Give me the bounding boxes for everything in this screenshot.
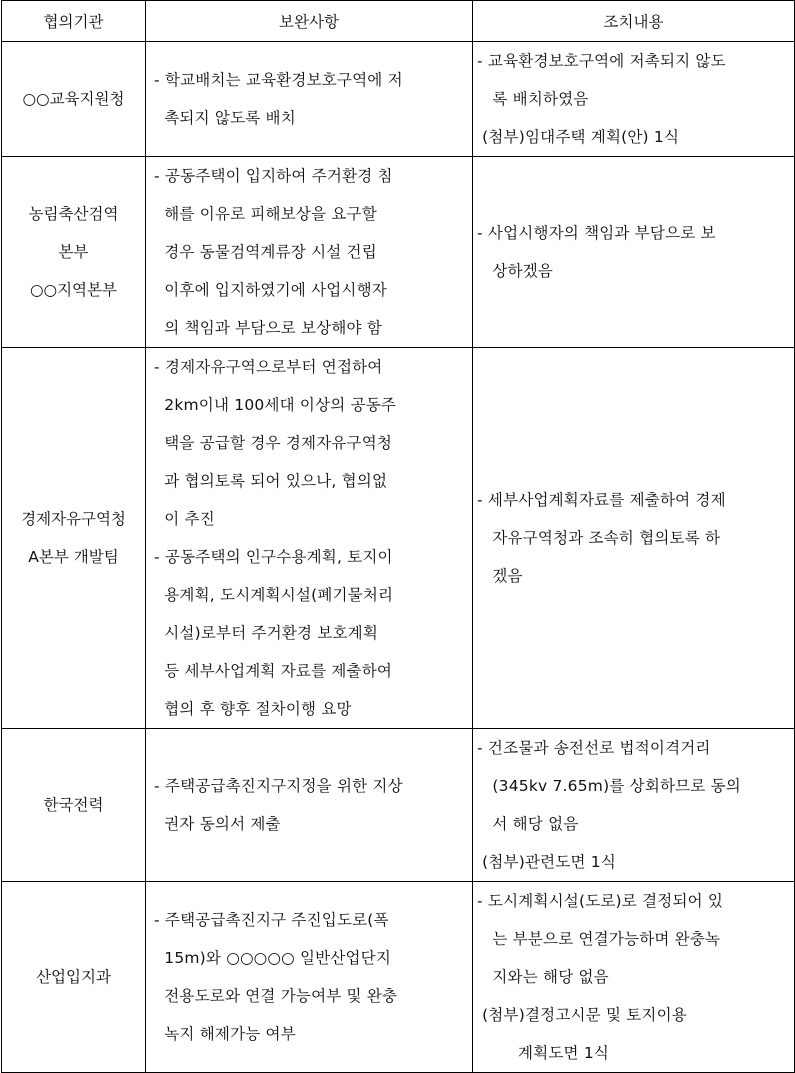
request-line: 전용도로와 연결 가능여부 및 완충	[154, 987, 398, 1005]
header-request: 보완사항	[146, 1, 473, 42]
action-cell	[473, 42, 795, 157]
action-line: 겠음	[477, 567, 523, 585]
action-cell	[473, 157, 795, 348]
table-body	[2, 42, 795, 1073]
request-line: 과 협의토록 되어 있으나, 협의없	[154, 472, 388, 490]
action-line: 상하겠음	[477, 262, 554, 280]
request-line: 택을 공급할 경우 경제자유구역청	[154, 434, 393, 452]
action-line: 지와는 해당 없음	[477, 968, 609, 986]
request-line: 등 세부사업계획 자료를 제출하여	[154, 662, 393, 680]
action-line: 계획도면 1식	[477, 1044, 610, 1062]
request-line: 15m)와 ○○○○○ 일반산업단지	[154, 949, 392, 967]
action-line: 자유구역청과 조속히 협의토록 하	[477, 529, 721, 547]
org-cell	[2, 157, 146, 348]
action-line: - 교육환경보호구역에 저촉되지 않도	[477, 52, 726, 70]
action-cell	[473, 729, 795, 882]
request-line: 녹지 해제가능 여부	[154, 1025, 296, 1043]
org-name: 산업입지과	[36, 968, 111, 986]
request-cell	[146, 882, 473, 1073]
action-line: (345kv 7.65m)를 상회하므로 동의	[477, 777, 741, 795]
action-cell	[473, 882, 795, 1073]
org-name: A본부 개발팀	[28, 548, 119, 566]
org-name: 본부	[58, 243, 89, 261]
request-line: - 공동주택이 입지하여 주거환경 침	[154, 167, 393, 185]
request-line: 용계획, 도시계획시설(폐기물처리	[154, 586, 394, 604]
table-row	[2, 42, 795, 157]
request-line: - 주택공급촉진지구 주진입도로(폭	[154, 911, 389, 929]
org-name: ○○교육지원청	[22, 90, 125, 108]
request-line: 해를 이유로 피해보상을 요구할	[154, 205, 377, 223]
org-cell	[2, 729, 146, 882]
org-name: ○○지역본부	[30, 281, 117, 299]
request-line: 의 책임과 부담으로 보상해야 함	[154, 319, 383, 337]
request-line: - 경제자유구역으로부터 연접하여	[154, 358, 383, 376]
action-line: 록 배치하였음	[477, 90, 589, 108]
request-line: 권자 동의서 제출	[154, 815, 281, 833]
request-cell	[146, 348, 473, 729]
action-cell	[473, 348, 795, 729]
request-line: - 공동주택의 인구수용계획, 토지이	[154, 548, 393, 566]
header-action: 조치내용	[473, 1, 795, 42]
action-line: - 세부사업계획자료를 제출하여 경제	[477, 491, 726, 509]
header-row	[2, 1, 795, 42]
request-line: 이 추진	[154, 510, 215, 528]
request-line: 시설)로부터 주거환경 보호계획	[154, 624, 379, 642]
request-cell	[146, 157, 473, 348]
org-cell	[2, 42, 146, 157]
request-line: 경우 동물검역계류장 시설 건립	[154, 243, 377, 261]
request-cell	[146, 729, 473, 882]
org-name: 경제자유구역청	[21, 510, 126, 528]
request-line: 2km이내 100세대 이상의 공동주	[154, 396, 397, 414]
consultation-table	[1, 0, 795, 1073]
table-row	[2, 882, 795, 1073]
action-line: - 도시계획시설(도로)로 결정되어 있	[477, 892, 724, 910]
request-line: - 학교배치는 교육환경보호구역에 저	[154, 71, 403, 89]
request-line: 협의 후 향후 절차이행 요망	[154, 700, 352, 718]
org-cell	[2, 882, 146, 1073]
action-line: (첨부)임대주택 계획(안) 1식	[477, 128, 680, 146]
request-line: 촉되지 않도록 배치	[154, 109, 296, 127]
request-cell	[146, 42, 473, 157]
table-row	[2, 157, 795, 348]
table-row	[2, 348, 795, 729]
request-line: 이후에 입지하였기에 사업시행자	[154, 281, 387, 299]
action-line: (첨부)관련도면 1식	[477, 853, 617, 871]
request-line: - 주택공급촉진지구지정을 위한 지상	[154, 777, 403, 795]
action-line: 는 부분으로 연결가능하며 완충녹	[477, 930, 721, 948]
org-name: 한국전력	[43, 796, 104, 814]
action-line: (첨부)결정고시문 및 토지이용	[477, 1006, 687, 1024]
action-line: - 건조물과 송전선로 법적이격거리	[477, 739, 711, 757]
header-org: 협의기관	[2, 1, 146, 42]
org-name: 농림축산검역	[28, 205, 119, 223]
table-row	[2, 729, 795, 882]
action-line: - 사업시행자의 책임과 부담으로 보	[477, 224, 716, 242]
org-cell	[2, 348, 146, 729]
action-line: 서 해당 없음	[477, 815, 579, 833]
